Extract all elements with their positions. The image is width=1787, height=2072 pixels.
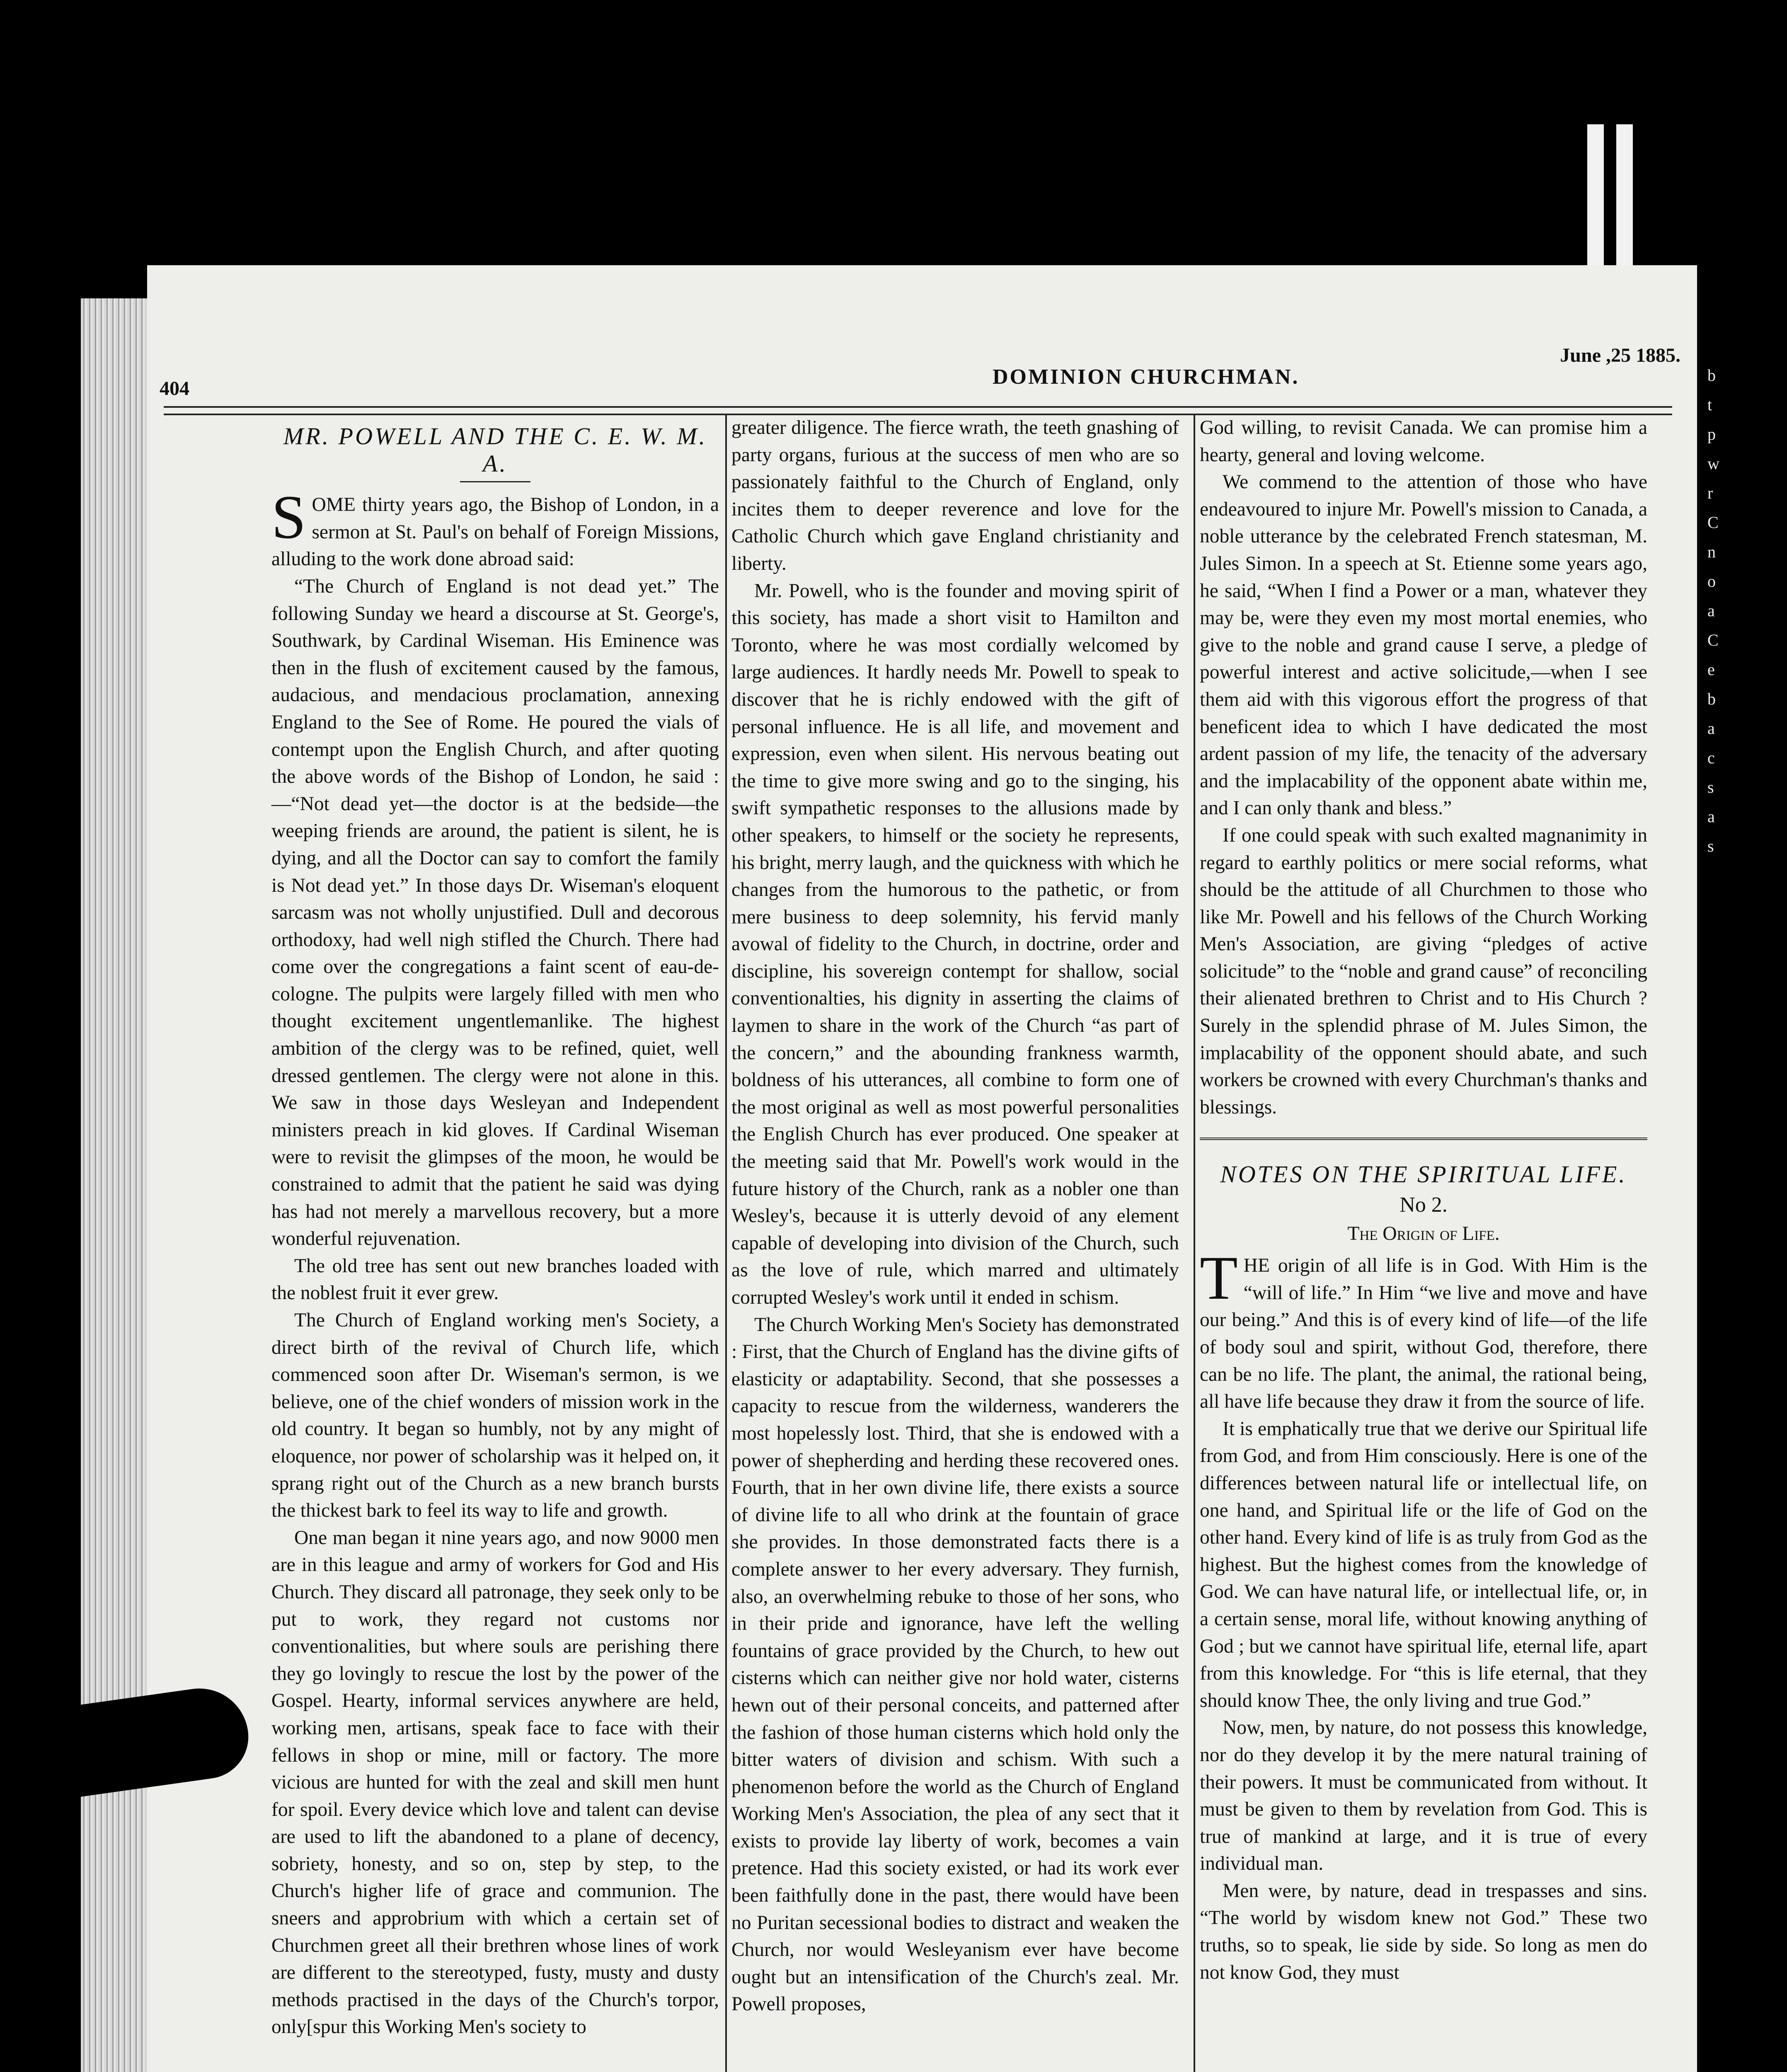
edge-letter: e: [1707, 660, 1715, 679]
paragraph: We commend to the attention of those who have endeavoured to injure Mr. Powell's mission to Canada, a noble utterance by the celebrated French statesman, M. Jules Simon. In a speech at St. Etienne some years ago, he said, “When I find a Power or a man, whatever they may be, were they even my most mortal enemies, who give to the noble and grand cause I serve, a pledge of powerful interest and active solicitude,—when I see them aid with this vigorous effort the progress of that beneficent idea to which I have dedicated the most ardent passion of my life, the tenacity of the adversary and the implacability of the opponent abate within me, and I can only thank and bless.”: [1200, 471, 1647, 819]
edge-letter: s: [1707, 778, 1714, 796]
edge-letter: p: [1707, 425, 1716, 443]
scanner-bar: [1616, 124, 1633, 265]
section-number: No 2.: [1400, 1193, 1448, 1217]
running-title: DOMINION CHURCHMAN.: [993, 365, 1300, 389]
book-page-edges: [81, 298, 147, 2072]
edge-letter: s: [1707, 837, 1714, 855]
edge-letter: a: [1707, 807, 1715, 826]
edge-letter: a: [1707, 601, 1715, 620]
paragraph: One man began it nine years ago, and now 9000 men are in this league and army of workers for God and His Church. They discard all patronage, they seek only to be put to work, they regard not customs nor conventionalities, but where souls are perishing there they go lovingly to rescue the lost by the power of the Gospel. Hearty, informal services anywhere are held, working men, artisans, speak face to face with their fellows in shop or mine, mill or factory. The more vicious are hunted for with the zeal and skill men hunt for spoil. Every device which love and talent can devise are used to lift the abandoned to a plane of decency, sobriety, honesty, and so on, step by step, to the Church's higher life of grace and communion. The sneers and approbrium with which a certain set of Churchmen greet all their brethren whose lines of work are different to the stereotyped, fusty, musty and dusty methods practised in the days of the Church's torpor, only[spur this Working Men's society to: [271, 1527, 719, 2038]
edge-letter: b: [1707, 366, 1716, 385]
paragraph: SOME thirty years ago, the Bishop of London, in a sermon at St. Paul's on behalf of Foreign Missions, alluding to the work done abroad said:: [271, 483, 719, 570]
paragraph: The old tree has sent out new branches loaded with the noblest fruit it ever grew.: [271, 1255, 719, 1304]
column-rule: [1194, 414, 1195, 2072]
paragraph: The Church Working Men's Society has demonstrated : First, that the Church of England has the divine gifts of elasticity or adaptability. Second, that she possesses a capacity to rescue from the wilderness, wanderers the most hopelessly lost. Third, that she is endowed with a power of shepherding and herding these recovered ones. Fourth, that in her own divine life, there exists a source of divine life to all who drink at the fountain of grace she provides. In those demonstrated facts there is a complete answer to her every adversary. They furnish, also, an overwhelming rebuke to those of her sons, who in their pride and ignorance, have left the welling fountains of grace provided by the Church, to hew out cisterns which can neither give nor hold water, cisterns hewn out of their personal conceits, and patterned after the fashion of those human cisterns which hold only the bitter waters of division and schism. With such a phenomenon before the world as the Church of England Working Men's Association, the plea of any sect that it exists to provide lay liberty of work, becomes a vain pretence. Had this society existed, or had its work ever been faithfully done in the past, there would have been no Puritan secessional bodies to distract and weaken the Church, nor would Wesleyanism ever have become ought but an intensification of the Church's zeal. Mr. Powell proposes,: [731, 1314, 1179, 2015]
paragraph: greater diligence. The fierce wrath, the teeth gnashing of party organs, furious at the success of men who are so passionately faithful to the Church of England, only incites them to deeper reverence and love for the Catholic Church which gave England christianity and liberty.: [731, 417, 1179, 574]
column-rule: [725, 414, 727, 2072]
paragraph: God willing, to revisit Canada. We can promise him a hearty, general and loving welcome.: [1200, 417, 1647, 466]
paragraph: If one could speak with such exalted magnanimity in regard to earthly politics or mere social reforms, what should be the attitude of all Churchmen to those who like Mr. Powell and his fellows of the Church Working Men's Association, are giving “pledges of active solicitude” to the “noble and grand cause” of reconciling their alienated brethren to Christ and to His Church ? Surely in the splendid phrase of M. Jules Simon, the implacability of the opponent should abate, and such workers be crowned with every Churchman's thanks and blessings.: [1200, 824, 1647, 1118]
adjacent-page-fragment: [1707, 361, 1728, 861]
edge-letter: C: [1707, 513, 1719, 532]
paragraph: Mr. Powell, who is the founder and moving spirit of this society, has made a short visit to Hamilton and Toronto, where he was most cordially welcomed by large audiences. It hardly needs Mr. Powell to speak to discover that he is richly endowed with the gift of personal influence. He is all life, and movement and expression, even when silent. His nervous beating out the time to give more swing and go to the singing, his swift sympathetic responses to the allusions made by other speakers, to himself or the society he represents, his bright, merry laugh, and the quickness with which he changes from the humorous to the pathetic, or from mere business to deep solemnity, his fervid manly avowal of fidelity to the Church, in doctrine, order and discipline, his sovereign contempt for shallow, social conventionalties, his dignity in asserting the claims of laymen to share in the work of the Church “as part of the concern,” and the abounding frankness warmth, boldness of his utterances, all combine to form one of the most original as well as most powerful personalities the English Church has ever produced. One speaker at the meeting said that Mr. Powell's work would in the future history of the Church, rank as a nobler one than Wesley's, because it is utterly devoid of any element capable of developing into division of the Church, such as the love of rule, which marred and ultimately corrupted Wesley's work until it ended in schism.: [731, 580, 1179, 1308]
issue-date: June ,25 1885.: [1560, 344, 1680, 366]
paragraph: “The Church of England is not dead yet.” The following Sunday we heard a discourse at St. George's, Southwark, by Cardinal Wiseman. His Eminence was then in the flush of excitement caused by the famous, audacious, and mendacious proclamation, annexing England to the See of Rome. He poured the vials of contempt upon the English Church, and after quoting the above words of the Bishop of London, he said :—“Not dead yet—the doctor is at the bedside—the weeping friends are around, the patient is silent, he is dying, and all the Doctor can say to comfort the family is Not dead yet.” In those days Dr. Wiseman's eloquent sarcasm was not wholly unjustified. Dull and decorous orthodoxy, had well nigh stifled the Church. There had come over the congregations a faint scent of eau-de-cologne. The pulpits were largely filled with men who thought excitement ungentlemanlike. The highest ambition of the clergy was to be refined, quiet, well dressed gentlemen. The clergy were not alone in this. We saw in those days Wesleyan and Independent ministers preach in kid gloves. If Cardinal Wiseman were to revisit the glimpses of the moon, he would be constrained to admit that the patient he said was dying has had not merely a marvellous recovery, but a more wonderful rejuvenation.: [271, 575, 719, 1250]
section-subtitle: The Origin of Life.: [1347, 1222, 1500, 1244]
newspaper-page: [147, 265, 1697, 2072]
edge-letter: n: [1707, 542, 1716, 561]
paragraph: Now, men, by nature, do not possess this knowledge, nor do they develop it by the mere natural training of their powers. It must be communicated from without. It must be given to them by revelation from God. This is true of mankind at large, and it is true of every individual man.: [1200, 1717, 1647, 1875]
column-2: [731, 414, 1179, 2018]
edge-letter: r: [1707, 484, 1713, 502]
edge-letter: a: [1707, 719, 1715, 738]
header-rule: [164, 406, 1672, 415]
title-rule: [460, 481, 530, 482]
column-3: [1200, 414, 1647, 1986]
edge-letter: t: [1707, 395, 1712, 414]
section-divider: [1200, 1138, 1647, 1140]
column-1: [271, 414, 719, 2041]
paragraph: THE origin of all life is in God. With Him is the “will of life.” In Him “we live and move and have our being.” And this is of every kind of life—of the life of body soul and spirit, without God, therefore, there can be no life. The plant, the animal, the rational being, all have life because they draw it from the source of life.: [1200, 1244, 1647, 1413]
paragraph: Men were, by nature, dead in trespasses and sins. “The world by wisdom knew not God.” These two truths, so to speak, lie side by side. So long as men do not know God, they must: [1200, 1880, 1647, 1983]
page-header: [160, 336, 1680, 399]
edge-letter: w: [1707, 454, 1719, 473]
article-title: MR. POWELL AND THE C. E. W. M. A.: [283, 423, 707, 477]
scanner-bar: [1587, 124, 1604, 265]
edge-letter: c: [1707, 748, 1715, 767]
edge-letter: C: [1707, 631, 1719, 649]
page-number: 404: [160, 378, 189, 399]
edge-letter: b: [1707, 690, 1716, 708]
section-title: NOTES ON THE SPIRITUAL LIFE.: [1220, 1161, 1627, 1188]
paragraph: The Church of England working men's Society, a direct birth of the revival of Church life, which commenced soon after Dr. Wiseman's sermon, is we believe, one of the chief wonders of mission work in the old country. It began so humbly, not by any might of eloquence, nor power of scholarship was it helped on, it sprang right out of the Church as a new branch bursts the thickest bark to feel its way to life and growth.: [271, 1310, 719, 1522]
edge-letter: o: [1707, 572, 1716, 591]
paragraph: It is emphatically true that we derive our Spiritual life from God, and from Him consciously. Here is one of the differences between natural life or intellectual life, on one hand, and Spiritual life or the life of God on the other hand. Every kind of life is as truly from God as the highest. But the highest comes from the knowledge of God. We can have natural life, or intellectual life, or, in a certain sense, moral life, without knowing anything of God ; but we cannot have spiritual life, eternal life, apart from this knowledge. For “this is life eternal, that they should know Thee, the only living and true God.”: [1200, 1418, 1647, 1711]
